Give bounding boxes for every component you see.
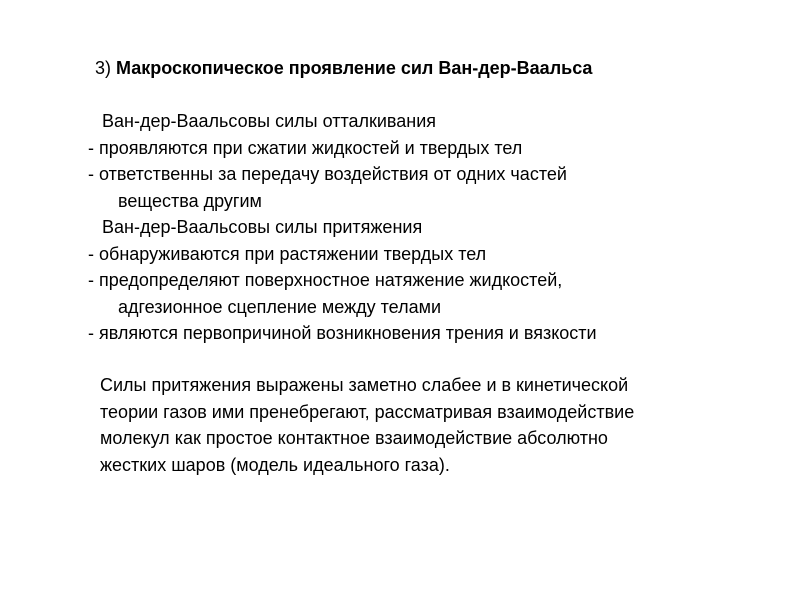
- paragraph-line: жестких шаров (модель идеального газа).: [100, 454, 450, 475]
- repulsion-heading: Ван-дер-Ваальсовы силы отталкивания: [102, 111, 437, 131]
- title-number: 3): [95, 58, 112, 78]
- slide-title: [95, 56, 592, 80]
- repulsion-item-continuation: вещества другим: [118, 190, 262, 211]
- attraction-item-continuation: адгезионное сцепление между телами: [118, 296, 442, 317]
- paragraph-line: молекул как простое контактное взаимодействие абсолютно: [100, 428, 608, 448]
- repulsion-item: - ответственны за передачу воздействия от одних частей: [88, 164, 567, 184]
- attraction-heading: Ван-дер-Ваальсовы силы притяжения: [102, 217, 423, 237]
- forces-list: [88, 108, 597, 347]
- repulsion-item: - проявляются при сжатии жидкостей и твердых тел: [88, 137, 523, 158]
- paragraph-line: теории газов ими пренебрегают, рассматривая взаимодействие: [100, 401, 635, 422]
- title-text: Макроскопическое проявление сил Ван-дер-Ваальса: [116, 58, 593, 78]
- attraction-item: - являются первопричиной возникновения трения и вязкости: [88, 323, 597, 343]
- paragraph-line: Силы притяжения выражены заметно слабее и в кинетической: [100, 375, 629, 395]
- attraction-item: - предопределяют поверхностное натяжение жидкостей,: [88, 270, 563, 290]
- attraction-item: - обнаруживаются при растяжении твердых тел: [88, 243, 487, 264]
- summary-paragraph: [100, 372, 780, 478]
